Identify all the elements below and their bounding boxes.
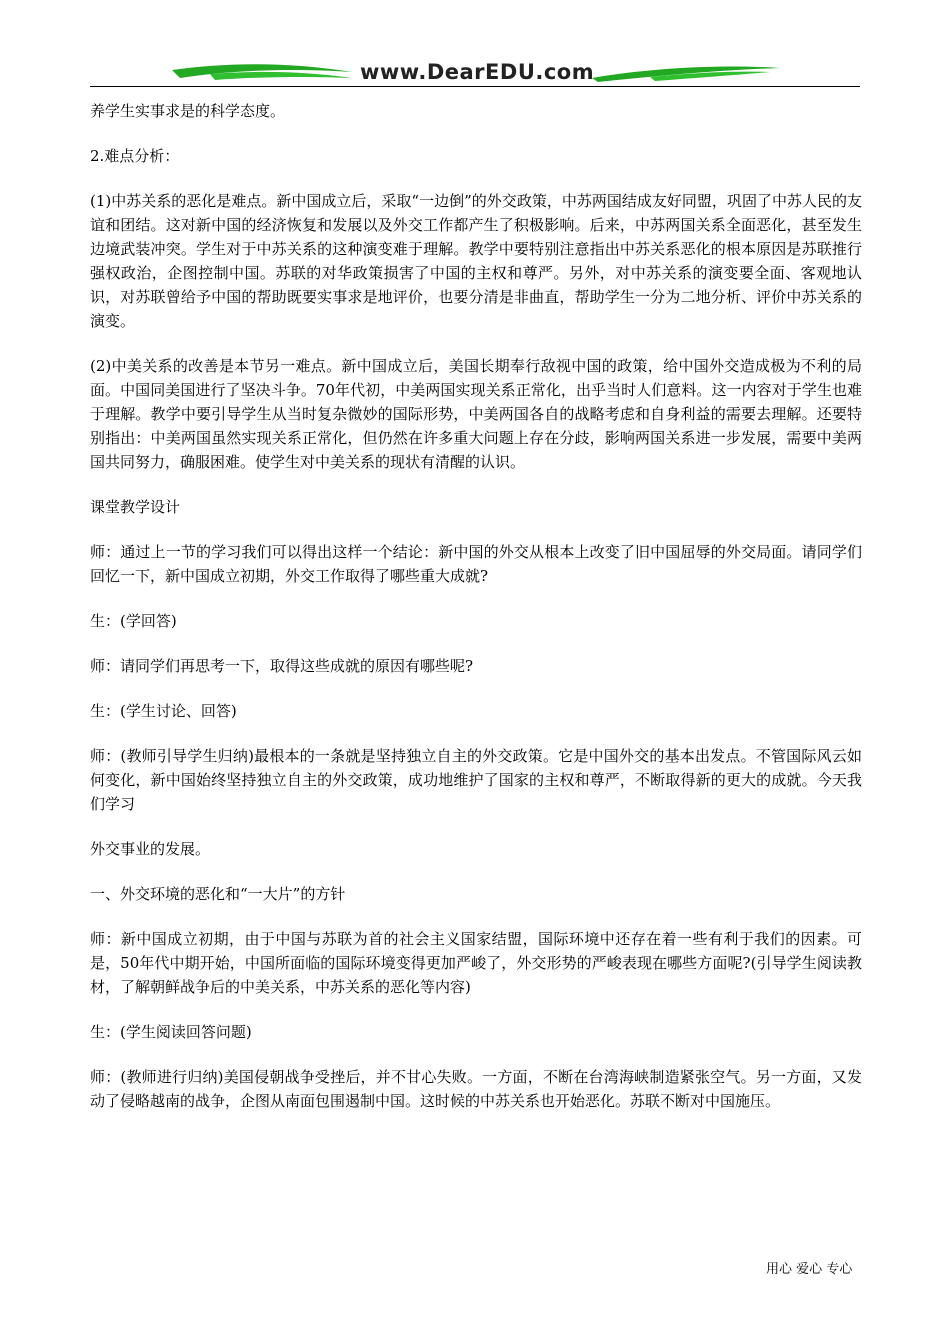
section-heading: 课堂教学设计: [90, 498, 181, 516]
left-swoosh-tail: [210, 72, 352, 80]
document-body: [90, 99, 862, 1134]
paragraph: 养学生实事求是的科学态度。: [90, 102, 286, 120]
paragraph: 师：(教师引导学生归纳)最根本的一条就是坚持独立自主的外交政策。它是中国外交的基本出发点。不管国际风云如何变化，新中国始终坚持独立自主的外交政策，成功地维护了国家的主权和尊严，不断取得新的更大的成就。今天我们学习: [90, 747, 862, 813]
paragraph: 师：通过上一节的学习我们可以得出这样一个结论：新中国的外交从根本上改变了旧中国屈辱的外交局面。请同学们回忆一下，新中国成立初期，外交工作取得了哪些重大成就?: [90, 543, 862, 585]
paragraph: 师：请同学们再思考一下，取得这些成就的原因有哪些呢?: [90, 657, 474, 675]
paragraph: 生：(学生讨论、回答): [90, 702, 237, 720]
header-rule: [90, 86, 860, 87]
paragraph: (2)中美关系的改善是本节另一难点。新中国成立后，美国长期奉行敌视中国的政策，给中国外交造成极为不利的局面。中国同美国进行了坚决斗争。70年代初，中美两国实现关系正常化，出乎当时人们意料。这一内容对于学生也难于理解。教学中要引导学生从当时复杂微妙的国际形势，中美两国各自的战略考虑和自身利益的需要去理解。还要特别指出：中美两国虽然实现关系正常化，但仍然在许多重大问题上存在分歧，影响两国关系进一步发展，需要中美两国共同努力，确服困难。使学生对中美关系的现状有清醒的认识。: [90, 357, 862, 471]
page-footer-slogan: 用心 爱心 专心: [766, 1262, 853, 1277]
site-logo-text: www.DearEDU.com: [360, 60, 595, 84]
section-heading: 2.难点分析：: [90, 147, 180, 165]
page-header: [90, 58, 860, 90]
paragraph: 师：(教师进行归纳)美国侵朝战争受挫后，并不甘心失败。一方面，不断在台湾海峡制造紧张空气。另一方面，又发动了侵略越南的战争，企图从南面包围遏制中国。这时候的中苏关系也开始恶化。苏联不断对中国施压。: [90, 1068, 862, 1110]
section-heading: 一、外交环境的恶化和“一大片”的方针: [90, 885, 346, 903]
paragraph: 外交事业的发展。: [90, 840, 211, 858]
paragraph: 生：(学回答): [90, 612, 177, 630]
paragraph: (1)中苏关系的恶化是难点。新中国成立后，采取“一边倒”的外交政策，中苏两国结成友好同盟，巩固了中苏人民的友谊和团结。这对新中国的经济恢复和发展以及外交工作都产生了积极影响。后来，中苏两国关系全面恶化，甚至发生边境武装冲突。学生对于中苏关系的这种演变难于理解。教学中要特别注意指出中苏关系恶化的根本原因是苏联推行强权政治，企图控制中国。苏联的对华政策损害了中国的主权和尊严。另外，对中苏关系的演变要全面、客观地认识，对苏联曾给予中国的帮助既要实事求是地评价，也要分清是非曲直，帮助学生一分为二地分析、评价中苏关系的演变。: [90, 192, 862, 330]
paragraph: 生：(学生阅读回答问题): [90, 1023, 252, 1041]
paragraph: 师：新中国成立初期，由于中国与苏联为首的社会主义国家结盟，国际环境中还存在着一些有利于我们的因素。可是，50年代中期开始，中国所面临的国际环境变得更加严峻了，外交形势的严峻表现在哪些方面呢?(引导学生阅读教材，了解朝鲜战争后的中美关系，中苏关系的恶化等内容): [90, 930, 862, 996]
